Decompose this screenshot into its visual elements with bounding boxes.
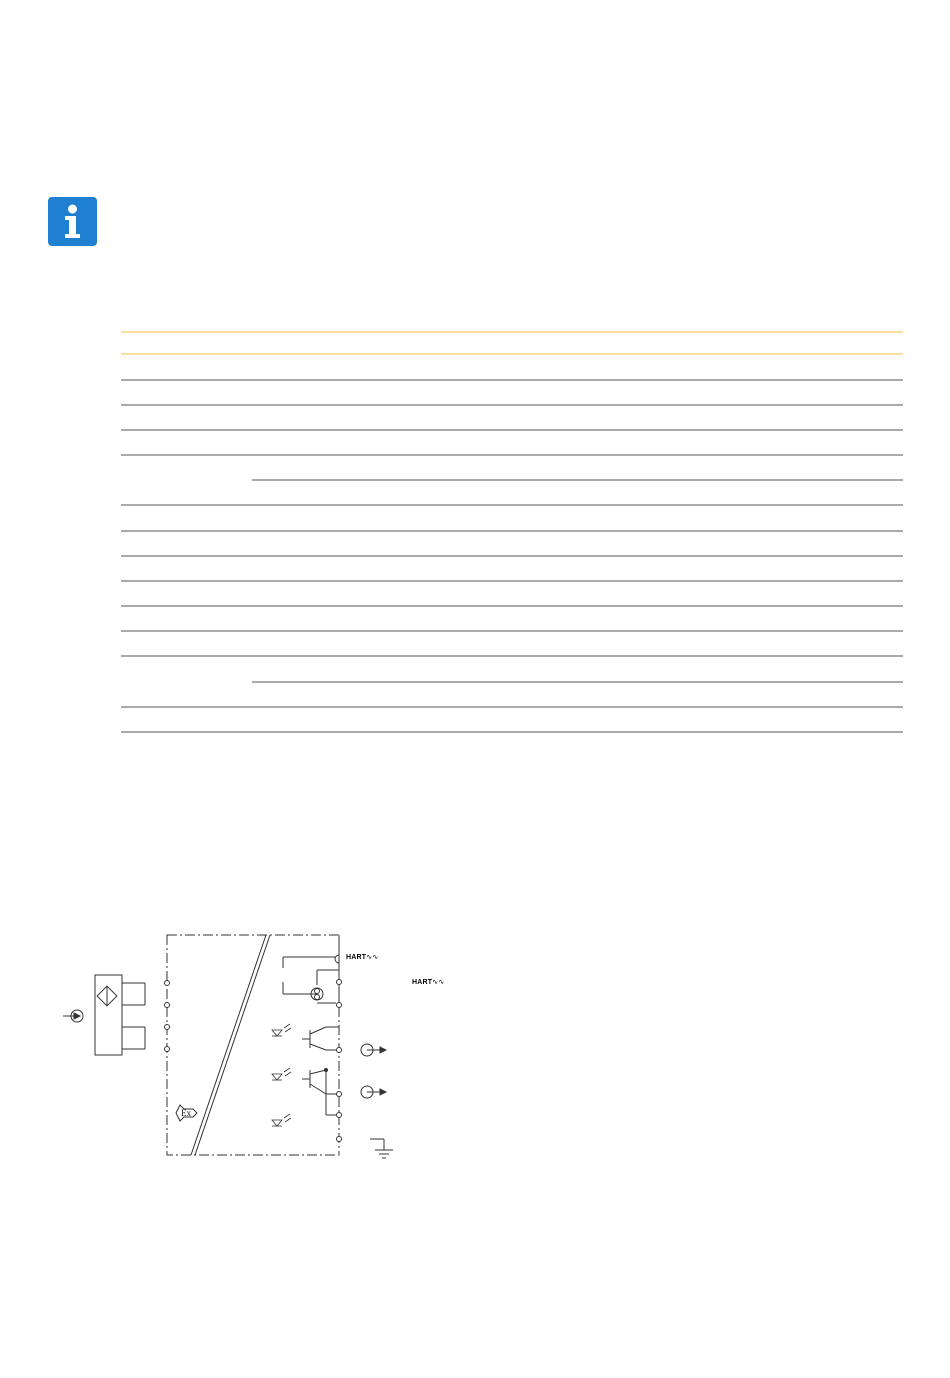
led-icon bbox=[272, 1024, 291, 1036]
led-icon bbox=[272, 1114, 291, 1126]
led-icon bbox=[272, 1068, 291, 1080]
hart-label-2: HART∿∿ bbox=[412, 979, 445, 986]
hart-label-1: HART∿∿ bbox=[346, 954, 379, 961]
ex-label: Ex bbox=[181, 1108, 191, 1118]
ground-icon bbox=[370, 1139, 393, 1158]
